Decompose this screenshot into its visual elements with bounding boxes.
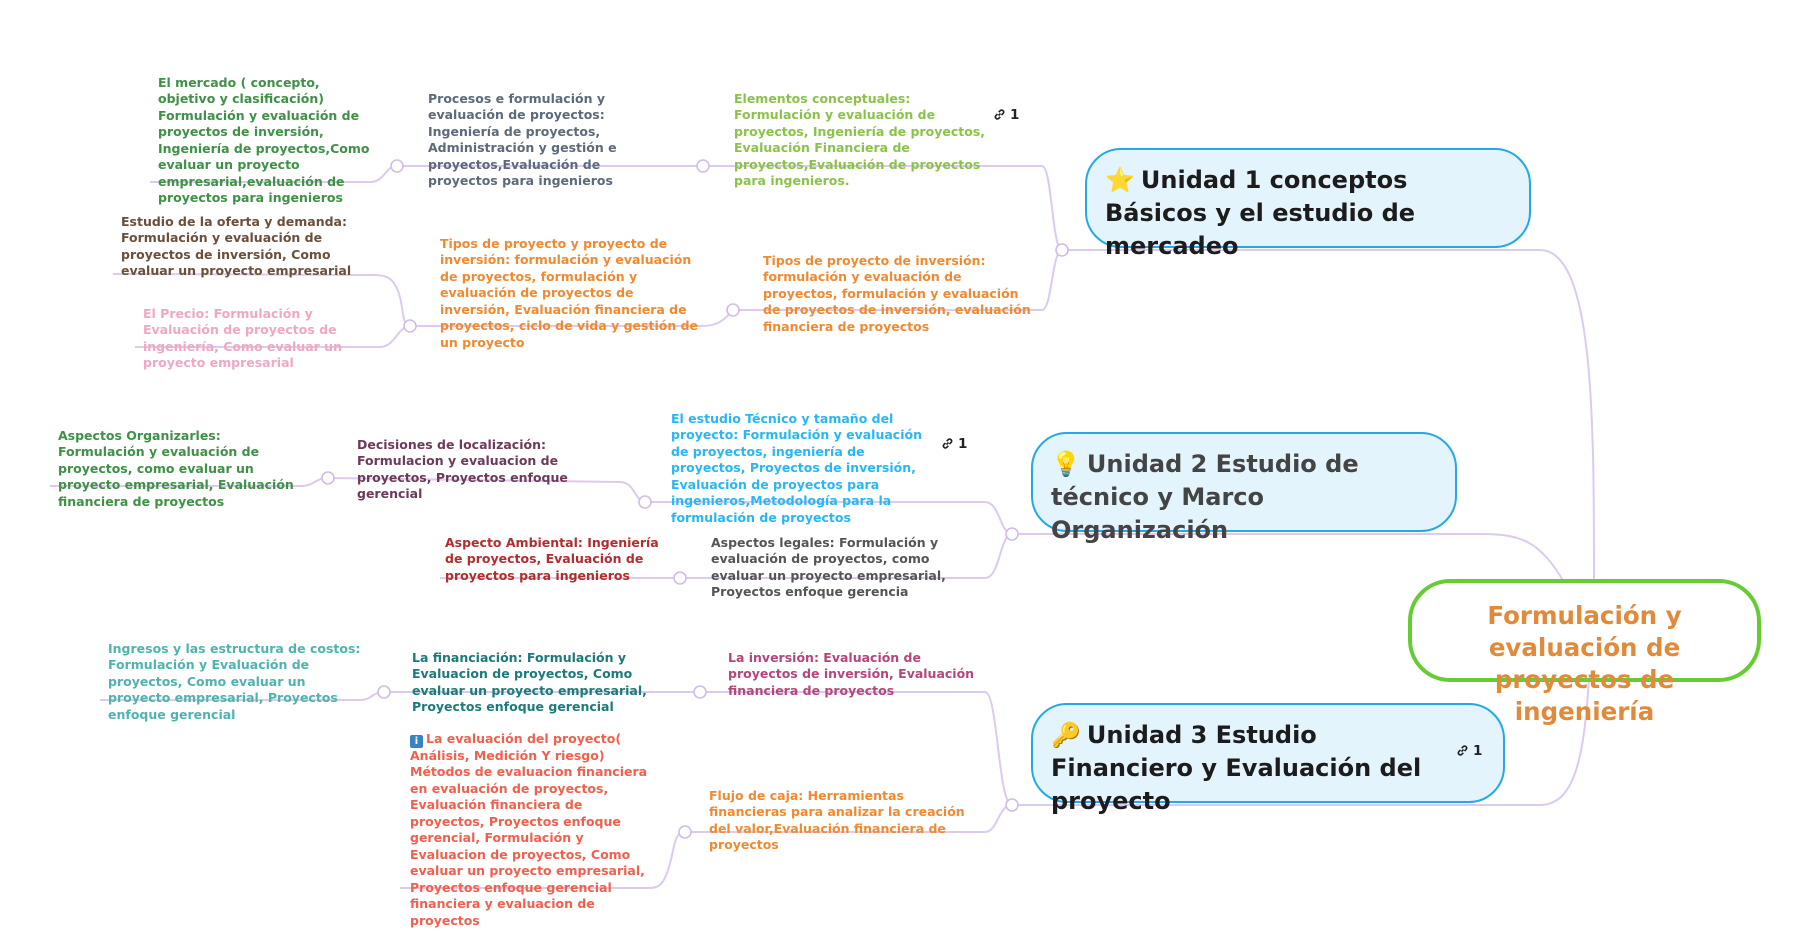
u1-el-precio[interactable] [143, 289, 383, 372]
u2-tecnico-text: El estudio Técnico y tamaño del proyecto: Formulación y evaluación de proyectos, ingeniería de proyectos, Proyectos de inversión, Evaluación de proyectos para ingenieros,Metodología para la formulación de proyectos [671, 410, 922, 525]
light-bulb-icon: 💡 [1051, 450, 1081, 478]
u2-aspectos-organizarles[interactable] [58, 411, 298, 510]
u2-tecnico-link-count: 1 [958, 436, 968, 452]
link-icon [941, 437, 954, 450]
u2-estudio-tecnico[interactable] [671, 394, 933, 526]
u1-elementos-conceptuales[interactable] [734, 74, 986, 190]
u3-ingresos-text: Ingresos y las estructura de costos: Formulación y Evaluación de proyectos, Como evaluar un proyecto empresarial, Proyectos enfoque gerencial [108, 640, 361, 722]
root-topic-label: Formulación y evaluación de proyectos de ingeniería [1487, 601, 1682, 726]
unit-1-label: Unidad 1 conceptos Básicos y el estudio de mercadeo [1105, 166, 1416, 260]
star-icon: ⭐ [1105, 166, 1135, 194]
u2-legales-text: Aspectos legales: Formulación y evaluación de proyectos, como evaluar un proyecto empresarial, Proyectos enfoque gerencia [711, 534, 946, 599]
u3-ingresos-costos[interactable] [108, 624, 363, 723]
u1-elementos-text: Elementos conceptuales: Formulación y evaluación de proyectos, Ingeniería de proyectos, Evaluación Financiera de proyectos,Evaluación de proyectos para ingenieros. [734, 90, 985, 188]
u1-tipos-proyecto-text: Tipos de proyecto y proyecto de inversión: formulación y evaluación de proyectos, formulación y evaluación de proyectos de inversión, Evaluación financiera de proyectos, ciclo de vida y gestión de un proyecto [440, 235, 699, 350]
u1-elementos-link-badge[interactable] [993, 107, 1019, 123]
u2-ambiental-text: Aspecto Ambiental: Ingeniería de proyectos, Evaluación de proyectos para ingenieros [445, 534, 659, 583]
u1-mercado-text: El mercado ( concepto, objetivo y clasificación) Formulación y evaluación de proyectos de inversión, Ingeniería de proyectos,Como evaluar un proyecto empresarial,evaluación de proyectos para ingenieros [158, 74, 370, 205]
u1-tipos-proyecto-inversion[interactable] [763, 236, 1033, 335]
u3-la-inversion[interactable] [728, 633, 983, 699]
u3-inversion-text: La inversión: Evaluación de proyectos de inversión, Evaluación financiera de proyectos [728, 649, 975, 698]
u2-decisiones-localizacion[interactable] [357, 420, 615, 503]
u3-evaluacion-text: La evaluación del proyecto( Análisis, Medición Y riesgo) Métodos de evaluacion financiera en evaluación de proyectos, Evaluación financiera de proyectos, Proyectos enfoque gerencial, Formulación y Evaluacion de proyectos, Como evaluar un proyecto empresarial, Proyectos enfoque gerencial financiera y evaluacion de proyectos [410, 730, 648, 928]
u2-tecnico-link-badge[interactable] [941, 436, 967, 452]
link-icon [993, 108, 1006, 121]
link-icon [1456, 744, 1469, 757]
u2-localizacion-text: Decisiones de localización: Formulacion y evaluacion de proyectos, Proyectos enfoque gerencial [357, 436, 568, 501]
u3-flujo-text: Flujo de caja: Herramientas financieras para analizar la creación del valor,Evaluación financiera de proyectos [709, 787, 965, 852]
u3-evaluacion-proyecto[interactable] [410, 714, 650, 929]
info-icon: i [410, 735, 423, 748]
u2-organizarles-text: Aspectos Organizarles: Formulación y evaluación de proyectos, como evaluar un proyecto empresarial, Evaluación financiera de proyectos [58, 427, 294, 509]
u1-oferta-demanda[interactable] [121, 197, 381, 280]
unit-3-label: Unidad 3 Estudio Financiero y Evaluación del proyecto [1051, 721, 1422, 815]
u1-elementos-link-count: 1 [1010, 107, 1020, 123]
u1-procesos-text: Procesos e formulación y evaluación de proyectos: Ingeniería de proyectos, Administración y gestión e proyectos,Evaluación de proyectos para ingenieros [428, 90, 617, 188]
u1-tipos-proyecto[interactable] [440, 219, 705, 351]
unit-2-topic[interactable] [1031, 432, 1457, 544]
unit-1-topic[interactable] [1085, 148, 1531, 260]
unit-3-topic[interactable] [1031, 703, 1505, 815]
u1-el-mercado[interactable] [158, 58, 370, 207]
u3-flujo-de-caja[interactable] [709, 771, 979, 854]
unit-2-label: Unidad 2 Estudio de técnico y Marco Organización [1051, 450, 1359, 544]
unit-3-link-badge[interactable] [1456, 743, 1482, 759]
root-topic[interactable] [1408, 579, 1761, 726]
u1-tipos-inversion-text: Tipos de proyecto de inversión: formulación y evaluación de proyectos, formulación y evaluación de proyectos de inversión, evaluación financiera de proyectos [763, 252, 1031, 334]
u2-aspectos-legales[interactable] [711, 518, 981, 601]
unit-3-link-count: 1 [1473, 743, 1483, 759]
u1-oferta-text: Estudio de la oferta y demanda: Formulación y evaluación de proyectos de inversión, Como evaluar un proyecto empresarial [121, 213, 352, 278]
u1-procesos[interactable] [428, 74, 673, 190]
u3-la-financiacion[interactable] [412, 633, 672, 716]
u1-precio-text: El Precio: Formulación y Evaluación de proyectos de ingeniería, Como evaluar un proyecto empresarial [143, 305, 342, 370]
key-icon: 🔑 [1051, 721, 1081, 749]
u3-financiacion-text: La financiación: Formulación y Evaluacion de proyectos, Como evaluar un proyecto empresarial, Proyectos enfoque gerencial [412, 649, 647, 714]
u2-aspecto-ambiental[interactable] [445, 518, 660, 584]
